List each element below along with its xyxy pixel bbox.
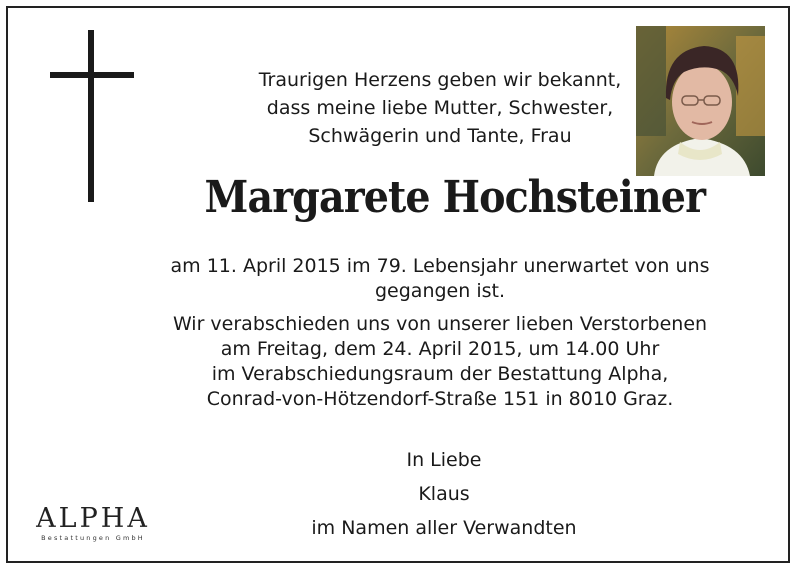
details-line: am 11. April 2015 im 79. Lebensjahr unerwartet von uns bbox=[170, 255, 710, 277]
alpha-logo bbox=[32, 505, 154, 542]
intro-text bbox=[170, 66, 710, 150]
closing-signature bbox=[244, 443, 644, 545]
intro-line: Schwägerin und Tante, Frau bbox=[308, 125, 572, 147]
ceremony-line: am Freitag, dem 24. April 2015, um 14.00 Uhr bbox=[220, 338, 660, 360]
logo-subtitle: Bestattungen GmbH bbox=[41, 534, 145, 542]
closing-line: im Namen aller Verwandten bbox=[311, 517, 577, 539]
logo-wordmark: ALPHA bbox=[36, 503, 150, 534]
deceased-name: Margarete Hochsteiner bbox=[204, 172, 706, 223]
closing-line: Klaus bbox=[418, 483, 470, 505]
portrait-photo bbox=[636, 26, 765, 176]
closing-line: In Liebe bbox=[406, 449, 482, 471]
ceremony-line: Conrad-von-Hötzendorf-Straße 151 in 8010 Graz. bbox=[206, 388, 674, 410]
intro-line: Traurigen Herzens geben wir bekannt, bbox=[258, 69, 622, 91]
ceremony-line: im Verabschiedungsraum der Bestattung Alpha, bbox=[211, 363, 669, 385]
intro-line: dass meine liebe Mutter, Schwester, bbox=[266, 97, 614, 119]
details-line: gegangen ist. bbox=[375, 280, 505, 302]
ceremony-line: Wir verabschieden uns von unserer lieben Verstorbenen bbox=[172, 313, 708, 335]
notice-body bbox=[120, 254, 760, 412]
